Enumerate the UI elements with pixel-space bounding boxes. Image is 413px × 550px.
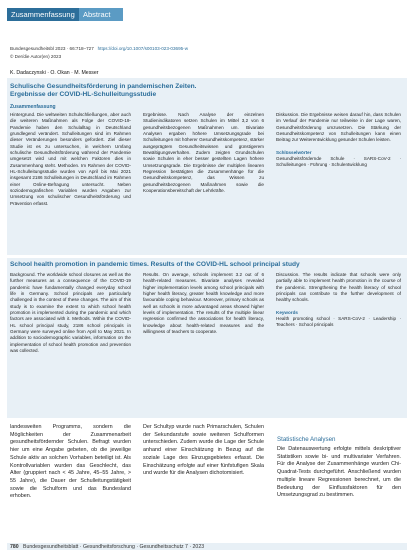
german-abstract-col3 — [276, 112, 401, 252]
section-heading-statistics: Statistische Analysen — [277, 436, 336, 443]
english-title: School health promotion in pandemic times. Results of the COVID-HL school principal study — [10, 261, 300, 268]
section-tab-label: Abstract — [83, 10, 111, 19]
page-number: 780 — [10, 544, 19, 550]
german-subheading: Zusammenfassung — [10, 104, 56, 110]
german-keywords: Gesundheitsfördernde Schule · SARS-CoV-2 · Schulleitungen · Führung · Schulentwicklung — [276, 156, 401, 168]
journal-reference: Bundesgesundheitsbl 2023 · 66:718–727 — [10, 46, 94, 51]
page-footer — [10, 544, 204, 550]
german-abstract-col2: Ergebnisse. Nach Analyse der einzelnen Studienindikatoren setzen Schulen im Mittel 3,2 von 6 gesundheitsbezogenen Maßnahmen um. Bivariate Analysen ergaben höhere Umsetzungsgrade bei Schulleitungen mit höherer Gesundheitskompetenz, stärker ausgeprägtem Gesundheitswissen und günstigerem Bewältigungsverhalten. Zudem zeigten Grundschulen sowie Schulen in eher besser gestellten Lagen höhere Umsetzungsgrade. Die Ergebnisse der multiplen linearen Regression bestätigten die Zusammenhänge für die Gesundheitskompetenz, das Wissen zu gesundheitsbezogenen Maßnahmen sowie die Kooperationsbereitschaft der Lehrkräfte. — [143, 112, 264, 194]
german-discussion: Diskussion. Die Ergebnisse weisen darauf hin, dass Schulen im Verlauf der Pandemie nur teilweise in der Lage waren, Gesundheitsförderung umzusetzen. Die Stärkung der Gesundheitskompetenz von Schulleitungen kann einen Beitrag zur Weiterentwicklung gesunder Schulen leisten. — [276, 112, 401, 143]
journal-name: Bundesgesundheitsblatt · Gesundheitsforschung · Gesundheitsschutz 7 · 2023 — [22, 544, 205, 550]
section-tab-label: Zusammenfassung — [11, 10, 75, 19]
german-abstract-col1: Hintergrund. Die weltweiten Schulschließungen, aber auch die weiteren Maßnahmen als Folge der COVID-19-Pandemie haben den Schulalltag in Deutschland grundlegend verändert. Schulleitungen sind im Rahmen dieser Veränderungen besonders gefordert. Ziel dieser Studie ist es zu untersuchen, in welchem Umfang schulische Gesundheitsförderung während der Pandemie umgesetzt wird und mit welchen Faktoren dies in Zusammenhang steht. Methoden. Im Rahmen der COVID-HL-Schulleitungsstudie wurden von April bis Mai 2021 insgesamt 2186 Schulleitungen in Deutschland im Rahmen einer Online-Befragung untersucht. Neben soziodemografischen Variablen wurden Angaben zur Umsetzung von schulischer Gesundheitsförderung und Prävention erfasst. — [10, 112, 131, 206]
german-title — [10, 83, 197, 99]
english-abstract-col1: Background. The worldwide school closures as well as the further measures as a consequence of the COVID-19 pandemic have fundamentally changed everyday school life in Germany. School principals are particularly challenged in the context of these changes. The aim of this study is to examine the extent to which school health promotion is implemented during the pandemic and which factors are associated with it. Methods. Within the COVID-HL school principal study, 2186 school principals in Germany were surveyed online from April to May 2021. In addition to sociodemographic variables, information on the implementation of school health promotion and prevention was collected. — [10, 272, 131, 354]
english-abstract-col3 — [276, 272, 401, 415]
doi-link[interactable]: https://doi.org/10.1007/s00103-023-03695-w — [97, 46, 189, 51]
body-col2: Der Schultyp wurde nach Primarschulen, Schulen der Sekundarstufe sowie weiteren Schulformen unterschieden. Zudem wurde die Lage der Schule anhand einer Einschätzung in Bezug auf die soziale Lage des Einzugsgebietes erfasst. Die Einschätzung erfolgte auf einer fünfstufigen Skala und wurde für die Analysen dichotomisiert. — [143, 424, 264, 477]
german-title-line2: Ergebnisse der COVID-HL-Schulleitungsstudie — [10, 91, 157, 98]
english-keywords: Health promoting school · SARS-CoV-2 · Leadership · Teachers · School principals — [276, 316, 401, 328]
license-line: © Der/die Autor(en) 2023 — [10, 54, 62, 59]
body-col3: Die Datenauswertung erfolgte mittels deskriptiver Statistiken sowie bi- und multivariater Verfahren. Für die Analyse der Zusammenhänge wurden Chi-Quadrat-Tests durchgeführt. Anschließend wurden multiple lineare Regressionen berechnet, um die Bedeutung der Einflussfaktoren für den Umsetzungsgrad zu bestimmen. — [277, 446, 401, 499]
section-tab-zusammenfassung — [7, 8, 79, 21]
section-tab-abstract — [79, 8, 123, 21]
body-col1: landesweiten Programms, sondern die Möglichkeiten der Zusammenarbeit gesundheitsfördernder Schulen. Befragt wurden hier um eine Angabe gebeten, ob die jeweilige Schule aktiv an solchen Vorhaben beteiligt ist. Als Kontrollvariablen wurden das Geschlecht, das Alter (gruppiert nach < 45 Jahre, 45–55 Jahre, > 55 Jahre), die Dauer der Schulleitungstätigkeit sowie die Schulform und das Bundesland erhoben. — [10, 424, 131, 500]
german-keywords-heading: Schlüsselwörter — [276, 149, 312, 155]
english-discussion: Discussion. The results indicate that schools were only partially able to implement health promotion in the course of the pandemic. Strengthening the health literacy of school principals can contribute to the further development of healthy schools. — [276, 272, 401, 303]
meta-line — [10, 46, 188, 51]
english-abstract-col2: Results. On average, schools implement 3.2 out of 6 health-related measures. Bivariate analyses revealed higher implementation levels among school principals with higher health literacy, greater health knowledge and more favourable coping behaviour. Moreover, primary schools as well as schools in more advantaged areas showed higher levels of implementation. The results of the multiple linear regression confirmed the associations for health literacy, knowledge about health-related measures and the willingness of teachers to cooperate. — [143, 272, 264, 335]
author-list: K. Dadaczynski · O. Okan · M. Messer — [10, 70, 99, 76]
english-keywords-heading: Keywords — [276, 309, 298, 315]
german-title-line1: Schulische Gesundheitsförderung in pandemischen Zeiten. — [10, 83, 197, 90]
